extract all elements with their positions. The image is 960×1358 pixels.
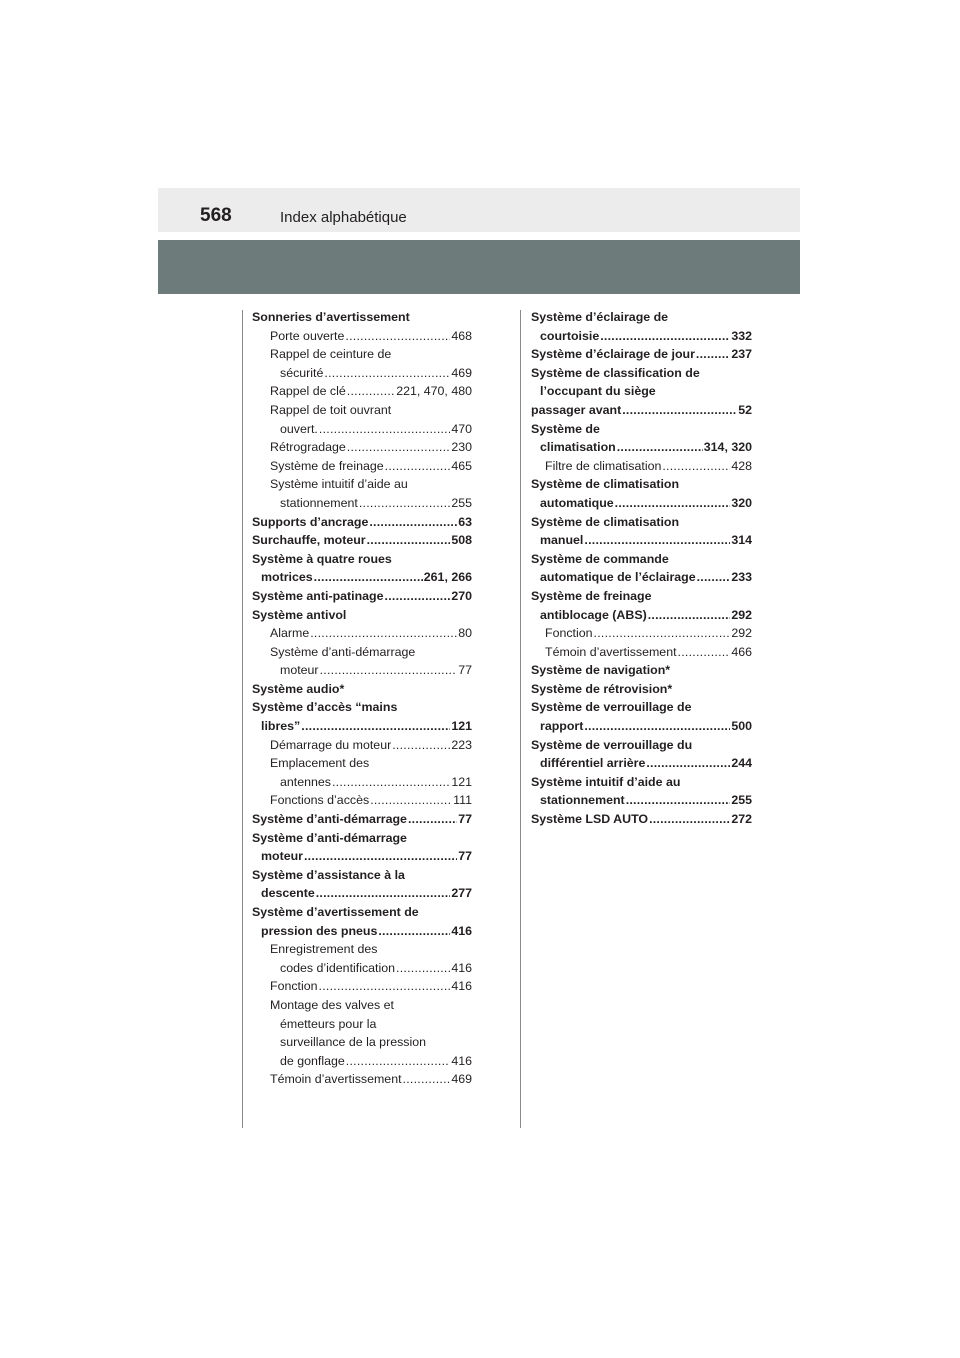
index-entry bbox=[252, 996, 472, 1015]
dot-leader bbox=[594, 624, 731, 643]
index-entry-pages: 320 bbox=[731, 495, 752, 510]
index-entry bbox=[531, 401, 752, 420]
index-entry-label: Système LSD AUTO bbox=[531, 812, 649, 827]
index-entry-pages: 52 bbox=[738, 402, 752, 417]
index-entry-pages: 416 bbox=[451, 923, 472, 938]
dot-leader bbox=[316, 884, 451, 903]
dot-leader bbox=[369, 513, 457, 532]
index-entry-label: Démarrage du moteur bbox=[270, 737, 392, 752]
index-entry bbox=[252, 754, 472, 773]
header-bar bbox=[158, 188, 800, 232]
index-entry-label: Rappel de clé bbox=[270, 384, 346, 399]
index-entry-label: Fonctions d’accès bbox=[270, 793, 370, 808]
index-entry-pages: 272 bbox=[731, 812, 752, 827]
index-entry bbox=[531, 475, 752, 494]
index-entry bbox=[531, 624, 752, 643]
index-entry bbox=[252, 550, 472, 569]
index-entry-label: Système de verrouillage du bbox=[531, 737, 693, 752]
dot-leader bbox=[396, 959, 450, 978]
index-entry bbox=[252, 364, 472, 383]
index-entry bbox=[252, 736, 472, 755]
index-entry-label: Enregistrement des bbox=[270, 942, 378, 957]
index-entry-pages: 466 bbox=[731, 644, 752, 659]
index-entry bbox=[252, 494, 472, 513]
index-entry-pages: 121 bbox=[451, 719, 472, 734]
dot-leader bbox=[662, 457, 730, 476]
index-entry bbox=[252, 847, 472, 866]
index-entry-label: antiblocage (ABS) bbox=[540, 607, 647, 622]
index-entry bbox=[252, 1070, 472, 1089]
dot-leader bbox=[584, 531, 730, 550]
index-entry-pages: 314, 320 bbox=[703, 440, 752, 455]
index-entry-label: Système de climatisation bbox=[531, 514, 680, 529]
index-entry-label: Système d’éclairage de bbox=[531, 310, 669, 324]
index-entry bbox=[252, 624, 472, 643]
index-entry bbox=[531, 420, 752, 439]
index-entry-label: émetteurs pour la bbox=[280, 1016, 377, 1031]
index-entry-label: Montage des valves et bbox=[270, 997, 394, 1012]
index-entry bbox=[252, 475, 472, 494]
index-entry bbox=[252, 531, 472, 550]
index-entry-pages: 465 bbox=[451, 458, 472, 473]
index-entry-pages: 332 bbox=[731, 328, 752, 343]
dot-leader bbox=[697, 568, 731, 587]
index-entry bbox=[252, 327, 472, 346]
index-entry bbox=[531, 661, 752, 680]
index-entry-label: Système de navigation* bbox=[531, 663, 671, 678]
dot-leader bbox=[319, 420, 450, 439]
index-entry bbox=[531, 364, 752, 383]
index-entry-label: Supports d’ancrage bbox=[252, 514, 369, 529]
index-entry-label: motrices bbox=[261, 570, 313, 585]
index-entry-label: automatique bbox=[540, 495, 614, 510]
index-entry-pages: 270 bbox=[451, 588, 472, 603]
index-entry bbox=[252, 810, 472, 829]
index-entry-label: Alarme bbox=[270, 626, 310, 641]
index-entry bbox=[531, 494, 752, 513]
index-entry-label: Surchauffe, moteur bbox=[252, 533, 366, 548]
index-entry bbox=[252, 661, 472, 680]
dot-leader bbox=[678, 643, 731, 662]
header-band bbox=[158, 240, 800, 294]
index-entry-label: Sonneries d’avertissement bbox=[252, 310, 410, 324]
index-entry bbox=[252, 829, 472, 848]
dot-leader bbox=[584, 717, 730, 736]
index-entry-pages: 237 bbox=[731, 347, 752, 362]
index-entry-label: Système de bbox=[531, 421, 600, 436]
index-entry-pages: 261, 266 bbox=[423, 570, 472, 585]
index-entry-pages: 428 bbox=[731, 458, 752, 473]
index-entry-label: stationnement bbox=[280, 495, 358, 510]
index-entry bbox=[252, 401, 472, 420]
index-entry bbox=[252, 903, 472, 922]
index-entry-label: stationnement bbox=[540, 793, 625, 808]
index-entry bbox=[531, 308, 752, 327]
index-entry-pages: 469 bbox=[451, 365, 472, 380]
index-entry bbox=[252, 606, 472, 625]
index-entry bbox=[252, 420, 472, 439]
index-entry-pages: 221, 470, 480 bbox=[396, 384, 472, 399]
section-title: Index alphabétique bbox=[280, 209, 407, 226]
index-entry-label: sécurité bbox=[280, 365, 324, 380]
index-entry bbox=[252, 977, 472, 996]
index-entry-label: antennes bbox=[280, 774, 331, 789]
index-entry-label: Système de freinage bbox=[270, 458, 384, 473]
index-entry bbox=[252, 568, 472, 587]
index-entry-pages: 292 bbox=[731, 626, 752, 641]
index-entry bbox=[252, 773, 472, 792]
index-entry-label: Rappel de toit ouvrant bbox=[270, 402, 392, 417]
index-entry-label: Système de verrouillage de bbox=[531, 700, 692, 715]
index-entry-pages: 63 bbox=[458, 514, 472, 529]
dot-leader bbox=[615, 494, 731, 513]
index-entry bbox=[531, 345, 752, 364]
index-entry-label: descente bbox=[261, 886, 315, 901]
index-column-right bbox=[531, 308, 752, 829]
index-entry bbox=[531, 773, 752, 792]
index-entry bbox=[252, 680, 472, 699]
index-entry bbox=[531, 568, 752, 587]
index-entry bbox=[252, 308, 472, 327]
index-entry-label: Système de classification de bbox=[531, 365, 700, 380]
index-entry-label: ouvert. bbox=[280, 421, 318, 436]
index-entry bbox=[531, 810, 752, 829]
index-entry-pages: 111 bbox=[453, 793, 472, 808]
index-entry-label: Système de climatisation bbox=[531, 477, 680, 492]
index-entry-label: pression des pneus bbox=[261, 923, 378, 938]
index-entry bbox=[252, 587, 472, 606]
dot-leader bbox=[600, 327, 730, 346]
index-entry-label: codes d’identification bbox=[280, 960, 396, 975]
index-entry bbox=[531, 327, 752, 346]
index-entry-label: Système d’éclairage de jour bbox=[531, 347, 695, 362]
index-entry-pages: 255 bbox=[731, 793, 752, 808]
index-entry-label: Système d’anti-démarrage bbox=[252, 812, 407, 827]
dot-leader bbox=[324, 364, 450, 383]
index-entry-label: libres” bbox=[261, 719, 301, 734]
index-entry-label: Système audio* bbox=[252, 681, 345, 696]
index-entry-pages: 77 bbox=[458, 663, 472, 678]
index-entry bbox=[252, 1052, 472, 1071]
index-entry bbox=[252, 698, 472, 717]
dot-leader bbox=[332, 773, 450, 792]
index-entry-label: surveillance de la pression bbox=[280, 1035, 427, 1050]
dot-leader bbox=[347, 438, 451, 457]
index-entry-label: Système de rétrovision* bbox=[531, 681, 673, 696]
index-entry-label: Filtre de climatisation bbox=[545, 458, 662, 473]
index-entry bbox=[531, 457, 752, 476]
index-entry bbox=[252, 513, 472, 532]
index-entry-label: Système de commande bbox=[531, 551, 669, 566]
index-entry-label: rapport bbox=[540, 719, 584, 734]
index-entry-label: Système d’avertissement de bbox=[252, 905, 419, 919]
index-entry-pages: 121 bbox=[451, 774, 472, 789]
dot-leader bbox=[301, 717, 450, 736]
dot-leader bbox=[385, 457, 451, 476]
dot-leader bbox=[646, 754, 730, 773]
index-entry-label: Système antivol bbox=[252, 607, 347, 622]
index-entry bbox=[252, 643, 472, 662]
index-entry bbox=[531, 698, 752, 717]
index-entry-label: courtoisie bbox=[540, 328, 600, 343]
index-entry bbox=[531, 550, 752, 569]
index-entry-label: Rétrogradage bbox=[270, 440, 346, 455]
index-entry bbox=[531, 438, 752, 457]
index-entry-pages: 80 bbox=[458, 626, 472, 641]
index-entry-label: moteur bbox=[261, 849, 303, 864]
index-entry-label: Emplacement des bbox=[270, 756, 370, 771]
index-entry bbox=[252, 940, 472, 959]
index-entry-label: l’occupant du siège bbox=[540, 384, 656, 399]
index-entry-label: passager avant bbox=[531, 402, 622, 417]
dot-leader bbox=[345, 327, 450, 346]
index-entry-label: Système d’assistance à la bbox=[252, 867, 405, 882]
dot-leader bbox=[378, 922, 450, 941]
index-entry bbox=[531, 643, 752, 662]
dot-leader bbox=[370, 791, 452, 810]
index-entry bbox=[252, 1033, 472, 1052]
index-entry-pages: 77 bbox=[458, 812, 472, 827]
dot-leader bbox=[622, 401, 737, 420]
index-entry bbox=[531, 791, 752, 810]
index-entry-pages: 292 bbox=[731, 607, 752, 622]
index-entry-pages: 468 bbox=[451, 328, 472, 343]
dot-leader bbox=[696, 345, 730, 364]
index-entry bbox=[531, 531, 752, 550]
dot-leader bbox=[385, 587, 451, 606]
index-entry bbox=[531, 606, 752, 625]
index-entry bbox=[252, 1015, 472, 1034]
dot-leader bbox=[347, 382, 395, 401]
index-entry bbox=[531, 513, 752, 532]
index-entry-label: de gonflage bbox=[280, 1053, 345, 1068]
index-entry-pages: 277 bbox=[451, 886, 472, 901]
index-entry bbox=[252, 438, 472, 457]
index-entry bbox=[252, 884, 472, 903]
index-entry bbox=[531, 754, 752, 773]
index-entry-pages: 508 bbox=[451, 533, 472, 548]
index-entry bbox=[252, 382, 472, 401]
index-entry bbox=[252, 959, 472, 978]
index-entry-label: Système d’anti-démarrage bbox=[270, 644, 416, 659]
index-entry-label: Rappel de ceinture de bbox=[270, 347, 392, 362]
index-entry bbox=[531, 680, 752, 699]
index-entry-label: Système d’anti-démarrage bbox=[252, 830, 407, 845]
dot-leader bbox=[304, 847, 457, 866]
index-entry-pages: 500 bbox=[731, 719, 752, 734]
dot-leader bbox=[346, 1052, 451, 1071]
index-column-left bbox=[252, 308, 472, 1089]
index-entry-label: climatisation bbox=[540, 440, 616, 455]
dot-leader bbox=[314, 568, 423, 587]
index-entry-pages: 314 bbox=[731, 533, 752, 548]
dot-leader bbox=[648, 606, 731, 625]
dot-leader bbox=[408, 810, 457, 829]
dot-leader bbox=[319, 977, 451, 996]
index-entry-label: différentiel arrière bbox=[540, 756, 646, 771]
index-entry-label: Fonction bbox=[545, 626, 593, 641]
index-entry-label: automatique de l’éclairage bbox=[540, 570, 696, 585]
index-entry-label: Porte ouverte bbox=[270, 328, 345, 343]
dot-leader bbox=[626, 791, 731, 810]
index-entry-label: Système anti-patinage bbox=[252, 588, 384, 603]
index-entry-pages: 255 bbox=[451, 495, 472, 510]
index-entry bbox=[531, 717, 752, 736]
index-entry bbox=[252, 345, 472, 364]
index-entry bbox=[252, 922, 472, 941]
index-entry-label: Témoin d’avertissement bbox=[545, 644, 677, 659]
index-entry-label: Fonction bbox=[270, 979, 318, 994]
index-entry-pages: 233 bbox=[731, 570, 752, 585]
index-entry-label: Système d’accès “mains bbox=[252, 700, 398, 715]
dot-leader bbox=[310, 624, 457, 643]
index-entry bbox=[252, 866, 472, 885]
index-entry-pages: 470 bbox=[451, 421, 472, 436]
left-column-rule bbox=[242, 310, 243, 1128]
index-entry-pages: 416 bbox=[451, 1053, 472, 1068]
index-entry-pages: 416 bbox=[451, 979, 472, 994]
dot-leader bbox=[392, 736, 450, 755]
index-entry-pages: 469 bbox=[451, 1072, 472, 1087]
index-entry-label: Système à quatre roues bbox=[252, 551, 392, 566]
index-entry bbox=[252, 717, 472, 736]
dot-leader bbox=[649, 810, 730, 829]
index-entry-label: Système intuitif d’aide au bbox=[531, 774, 681, 789]
index-entry-label: Témoin d’avertissement bbox=[270, 1072, 402, 1087]
index-entry-pages: 77 bbox=[458, 849, 472, 864]
index-entry-label: Système intuitif d’aide au bbox=[270, 477, 408, 492]
index-entry bbox=[531, 736, 752, 755]
middle-column-rule bbox=[520, 310, 521, 1128]
dot-leader bbox=[320, 661, 458, 680]
index-entry bbox=[531, 382, 752, 401]
index-entry-label: manuel bbox=[540, 533, 584, 548]
index-entry-pages: 244 bbox=[731, 756, 752, 771]
dot-leader bbox=[359, 494, 450, 513]
dot-leader bbox=[403, 1070, 451, 1089]
index-entry bbox=[252, 791, 472, 810]
index-entry-label: moteur bbox=[280, 663, 319, 678]
page-number: 568 bbox=[200, 205, 232, 226]
dot-leader bbox=[367, 531, 451, 550]
index-entry-label: Système de freinage bbox=[531, 588, 652, 603]
index-entry bbox=[531, 587, 752, 606]
index-entry-pages: 230 bbox=[451, 440, 472, 455]
index-entry-pages: 416 bbox=[451, 960, 472, 975]
index-entry bbox=[252, 457, 472, 476]
index-entry-pages: 223 bbox=[451, 737, 472, 752]
dot-leader bbox=[617, 438, 703, 457]
